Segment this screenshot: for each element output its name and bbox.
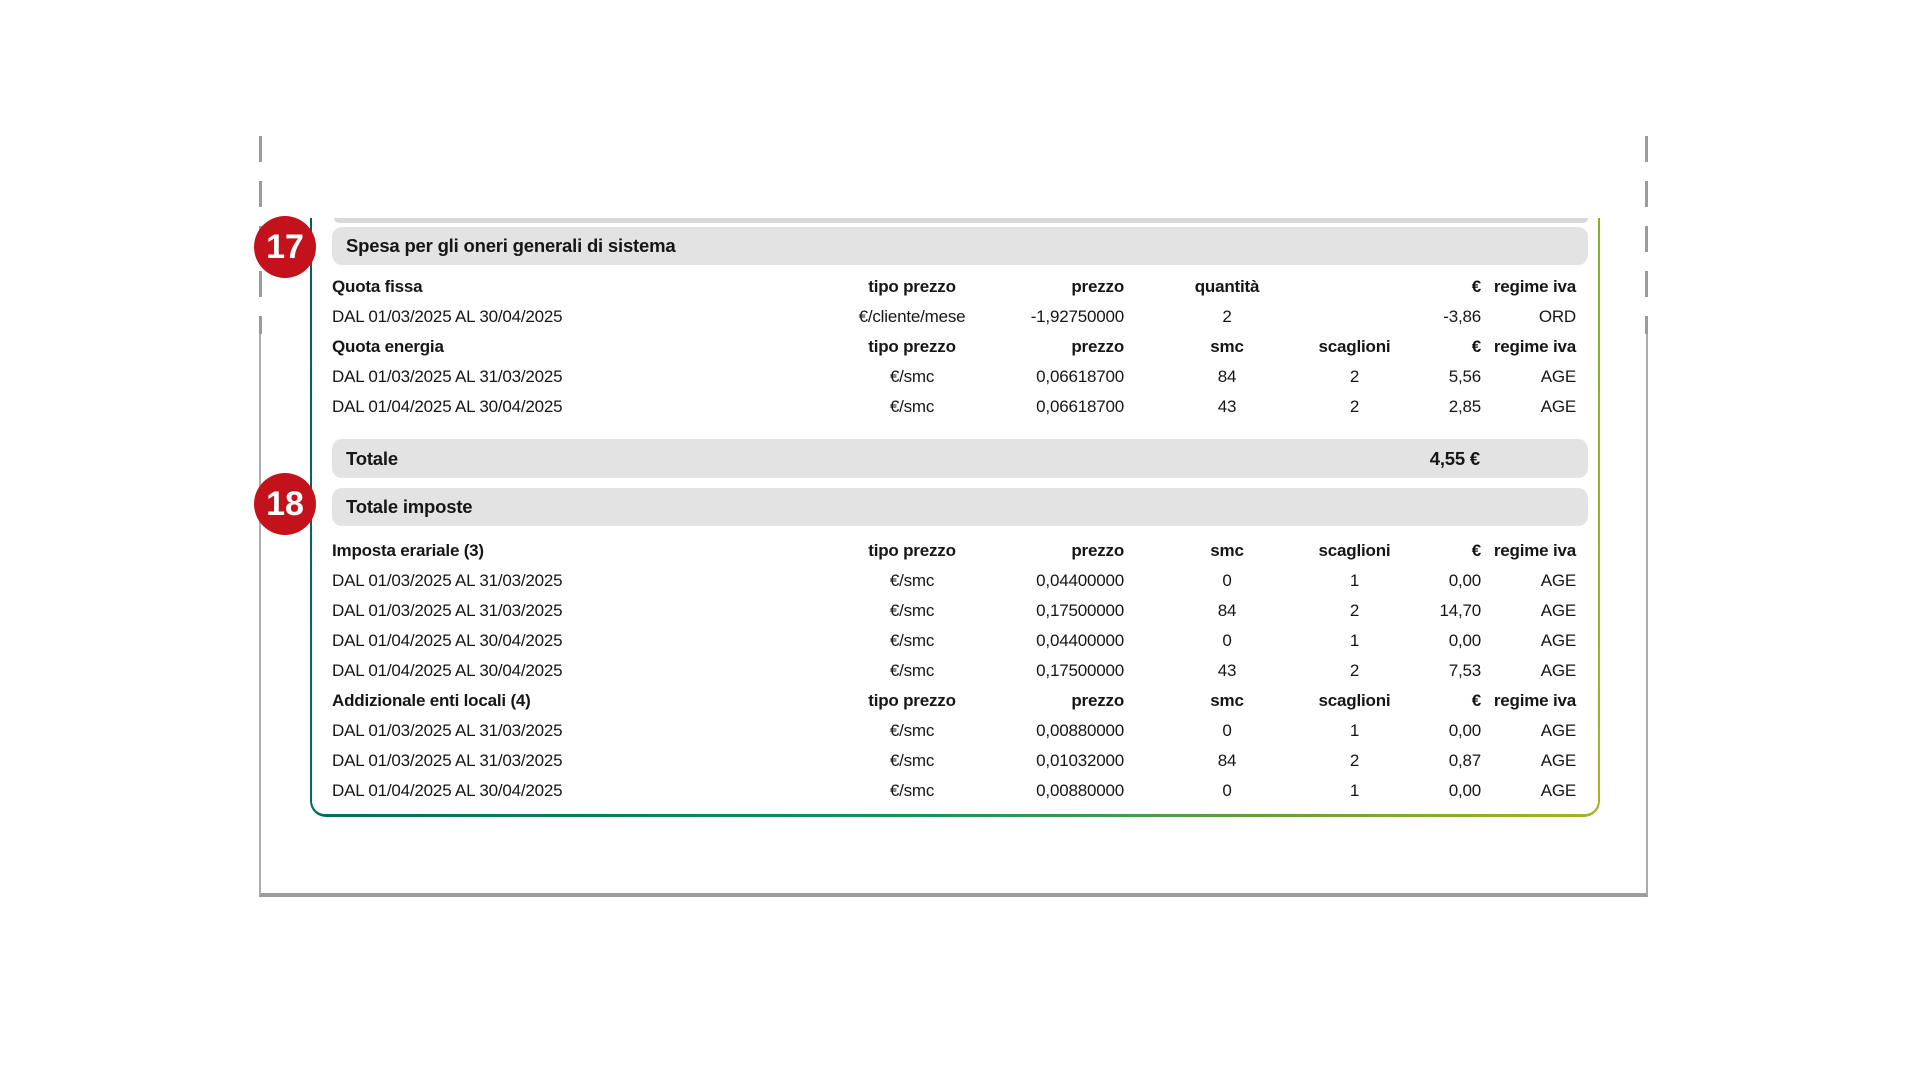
cell-tipo-prezzo: €/smc: [889, 571, 935, 590]
total-value: 4,55 €: [1429, 448, 1480, 469]
cell-regime-iva: AGE: [1540, 367, 1576, 386]
column-header: [1312, 272, 1397, 302]
cell-scaglioni: [1312, 302, 1397, 332]
cell-scaglioni: 1: [1349, 721, 1360, 740]
cell-prezzo: 0,04400000: [1036, 631, 1124, 650]
section-header-oneri: [332, 227, 1588, 265]
cell-regime-iva: AGE: [1540, 721, 1576, 740]
cell-prezzo: 0,06618700: [1036, 367, 1124, 386]
cell-prezzo: 0,17500000: [1036, 601, 1124, 620]
column-header: regime iva: [1493, 277, 1576, 296]
group-name: Addizionale enti locali (4): [332, 691, 531, 710]
page-edge-dashes-right: [1645, 136, 1648, 336]
oneri-table: [332, 272, 1588, 422]
column-header: €: [1471, 691, 1481, 710]
cell-period: DAL 01/04/2025 AL 30/04/2025: [332, 631, 563, 650]
column-header: tipo prezzo: [868, 541, 956, 560]
cell-regime-iva: AGE: [1540, 601, 1576, 620]
cell-euro: 7,53: [1448, 661, 1481, 680]
cell-quantity: 0: [1222, 631, 1232, 650]
cell-euro: 0,00: [1448, 571, 1481, 590]
table-row: [332, 716, 1588, 746]
group-header-row: [332, 536, 1588, 566]
cell-quantity: 0: [1222, 721, 1232, 740]
cell-period: DAL 01/03/2025 AL 31/03/2025: [332, 601, 563, 620]
cell-scaglioni: 1: [1349, 631, 1360, 650]
cell-period: DAL 01/03/2025 AL 31/03/2025: [332, 751, 563, 770]
cell-tipo-prezzo: €/smc: [889, 661, 935, 680]
cell-quantity: 2: [1222, 307, 1232, 326]
cell-period: DAL 01/03/2025 AL 30/04/2025: [332, 307, 563, 326]
group-name: Quota fissa: [332, 277, 423, 296]
section-title-imposte: Totale imposte: [346, 496, 473, 517]
cell-tipo-prezzo: €/smc: [889, 721, 935, 740]
column-header: prezzo: [1071, 337, 1124, 356]
cell-quantity: 0: [1222, 781, 1232, 800]
cell-euro: -3,86: [1443, 307, 1481, 326]
column-header: regime iva: [1493, 691, 1576, 710]
column-header: scaglioni: [1318, 337, 1391, 356]
column-header: tipo prezzo: [868, 337, 956, 356]
cell-euro: 5,56: [1448, 367, 1481, 386]
cell-prezzo: 0,17500000: [1036, 661, 1124, 680]
column-header: €: [1471, 337, 1481, 356]
cell-regime-iva: AGE: [1540, 661, 1576, 680]
total-label: Totale: [346, 448, 398, 469]
column-header: quantità: [1194, 277, 1260, 296]
cell-regime-iva: AGE: [1540, 751, 1576, 770]
column-header: scaglioni: [1318, 691, 1391, 710]
cell-euro: 0,00: [1448, 721, 1481, 740]
column-header: regime iva: [1493, 541, 1576, 560]
cell-period: DAL 01/04/2025 AL 30/04/2025: [332, 397, 563, 416]
cell-quantity: 43: [1217, 397, 1237, 416]
group-name: Quota energia: [332, 337, 444, 356]
group-name: Imposta erariale (3): [332, 541, 484, 560]
table-row: [332, 626, 1588, 656]
section-title-oneri: Spesa per gli oneri generali di sistema: [346, 235, 676, 256]
cell-euro: 2,85: [1448, 397, 1481, 416]
cell-period: DAL 01/03/2025 AL 31/03/2025: [332, 571, 563, 590]
cell-tipo-prezzo: €/smc: [889, 601, 935, 620]
cell-scaglioni: 2: [1349, 397, 1360, 416]
cell-regime-iva: AGE: [1540, 631, 1576, 650]
table-row: [332, 596, 1588, 626]
column-header: smc: [1210, 337, 1244, 356]
cell-prezzo: 0,00880000: [1036, 721, 1124, 740]
table-row: [332, 746, 1588, 776]
table-row: [332, 362, 1588, 392]
cell-quantity: 84: [1217, 601, 1237, 620]
column-header: scaglioni: [1318, 541, 1391, 560]
group-header-row: [332, 686, 1588, 716]
cell-scaglioni: 2: [1349, 601, 1360, 620]
cell-scaglioni: 1: [1349, 781, 1360, 800]
cell-tipo-prezzo: €/cliente/mese: [858, 307, 966, 326]
cell-tipo-prezzo: €/smc: [889, 367, 935, 386]
cell-regime-iva: AGE: [1540, 397, 1576, 416]
cell-regime-iva: ORD: [1538, 307, 1576, 326]
cell-period: DAL 01/04/2025 AL 30/04/2025: [332, 661, 563, 680]
cell-scaglioni: 1: [1349, 571, 1360, 590]
annotation-badge-17: 17: [254, 216, 316, 278]
table-row: [332, 392, 1588, 422]
section-header-imposte: [332, 488, 1588, 526]
table-row: [332, 566, 1588, 596]
cell-tipo-prezzo: €/smc: [889, 397, 935, 416]
cell-period: DAL 01/03/2025 AL 31/03/2025: [332, 721, 563, 740]
column-header: smc: [1210, 691, 1244, 710]
cell-prezzo: 0,06618700: [1036, 397, 1124, 416]
column-header: prezzo: [1071, 541, 1124, 560]
cell-prezzo: 0,01032000: [1036, 751, 1124, 770]
cell-euro: 0,00: [1448, 631, 1481, 650]
cell-scaglioni: 2: [1349, 661, 1360, 680]
cell-quantity: 0: [1222, 571, 1232, 590]
table-row: [332, 776, 1588, 806]
cell-period: DAL 01/03/2025 AL 31/03/2025: [332, 367, 563, 386]
cell-prezzo: 0,04400000: [1036, 571, 1124, 590]
cell-quantity: 84: [1217, 367, 1237, 386]
column-header: prezzo: [1071, 277, 1124, 296]
cell-euro: 0,87: [1448, 751, 1481, 770]
previous-section-bar-stub: [334, 218, 1588, 223]
cell-period: DAL 01/04/2025 AL 30/04/2025: [332, 781, 563, 800]
group-header-row: [332, 332, 1588, 362]
imposte-table: [332, 536, 1588, 806]
column-header: regime iva: [1493, 337, 1576, 356]
detail-panel-border: [310, 218, 1600, 817]
cell-quantity: 43: [1217, 661, 1237, 680]
column-header: €: [1471, 277, 1481, 296]
column-header: prezzo: [1071, 691, 1124, 710]
cell-regime-iva: AGE: [1540, 571, 1576, 590]
cell-prezzo: 0,00880000: [1036, 781, 1124, 800]
cell-regime-iva: AGE: [1540, 781, 1576, 800]
cell-euro: 0,00: [1448, 781, 1481, 800]
column-header: tipo prezzo: [868, 691, 956, 710]
column-header: €: [1471, 541, 1481, 560]
table-row: [332, 302, 1588, 332]
cell-tipo-prezzo: €/smc: [889, 751, 935, 770]
cell-euro: 14,70: [1439, 601, 1481, 620]
cell-prezzo: -1,92750000: [1030, 307, 1124, 326]
cell-tipo-prezzo: €/smc: [889, 631, 935, 650]
annotation-badge-18: 18: [254, 473, 316, 535]
cell-scaglioni: 2: [1349, 367, 1360, 386]
group-header-row: [332, 272, 1588, 302]
column-header: smc: [1210, 541, 1244, 560]
cell-tipo-prezzo: €/smc: [889, 781, 935, 800]
cell-scaglioni: 2: [1349, 751, 1360, 770]
column-header: tipo prezzo: [868, 277, 956, 296]
oneri-total-bar: [332, 439, 1588, 478]
cell-quantity: 84: [1217, 751, 1237, 770]
detail-panel: [312, 218, 1598, 814]
table-row: [332, 656, 1588, 686]
